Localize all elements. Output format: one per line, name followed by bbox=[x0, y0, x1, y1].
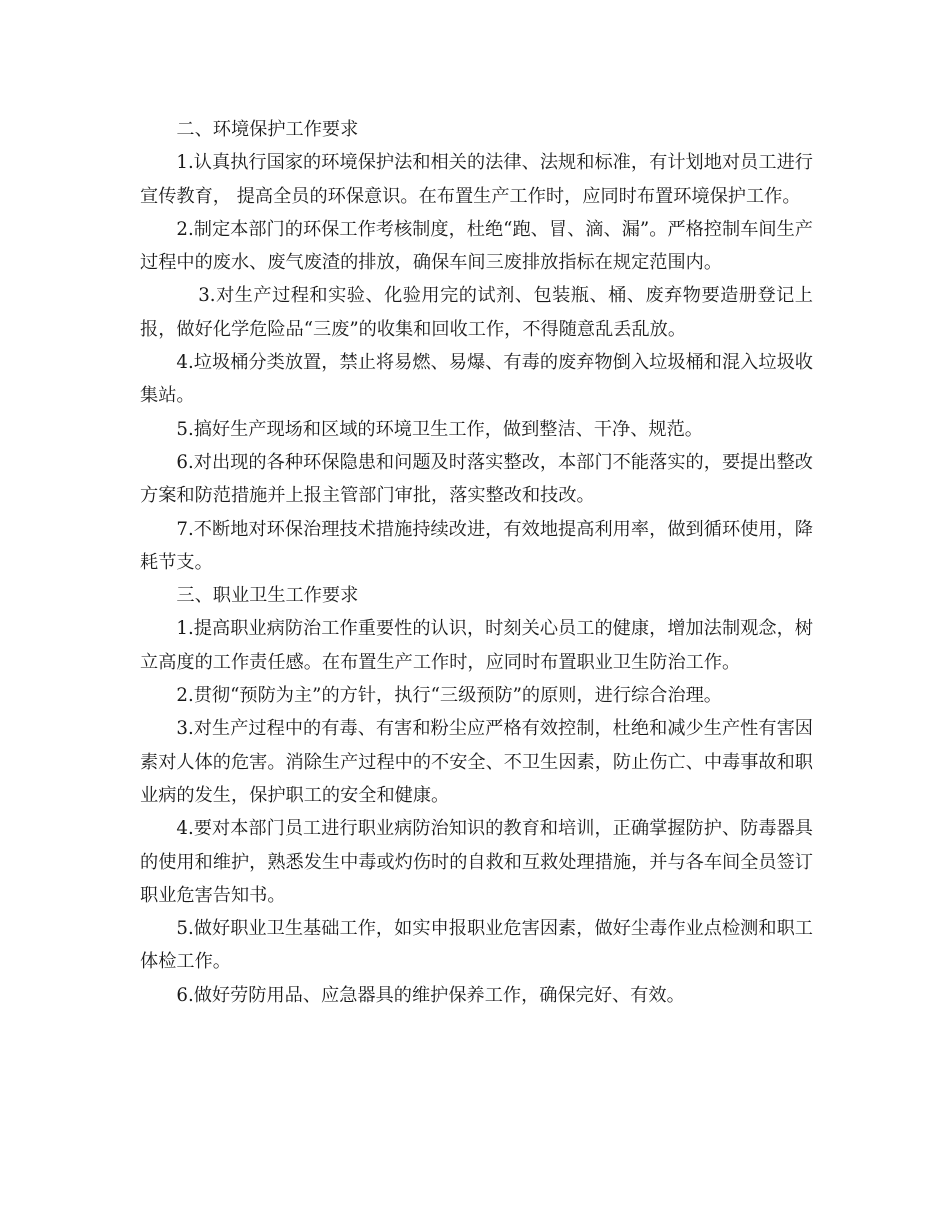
section-heading-environment: 二、环境保护工作要求 bbox=[176, 119, 359, 140]
paragraph-env-7: 7.不断地对环保治理技术措施持续改进，有效地提高利用率，做到循环使用，降耗节支。 bbox=[140, 518, 813, 573]
paragraph-occ-2: 2.贯彻“预防为主”的方针，执行“三级预防”的原则，进行综合治理。 bbox=[176, 685, 722, 707]
paragraph-env-6: 6.对出现的各种环保隐患和问题及时落实整改，本部门不能落实的，要提出整改方案和防范措施并上报主管部门审批，落实整改和技改。 bbox=[140, 451, 813, 507]
section-heading-occupational-health: 三、职业卫生工作要求 bbox=[176, 585, 359, 607]
paragraph-occ-3: 3.对生产过程中的有毒、有害和粉尘应严格有效控制，杜绝和减少生产性有害因素对人体的危害。消除生产过程中的不安全、不卫生因素，防止伤亡、中毒事故和职业病的发生，保护职工的安全和健康。 bbox=[140, 718, 813, 806]
paragraph-occ-5: 5.做好职业卫生基础工作，如实申报职业危害因素，做好尘毒作业点检测和职工体检工作。 bbox=[140, 918, 813, 973]
paragraph-env-3: 3.对生产过程和实验、化验用完的试剂、包装瓶、桶、废弃物要造册登记上报，做好化学危险品“三废”的收集和回收工作，不得随意乱丢乱放。 bbox=[140, 285, 813, 340]
paragraph-occ-4: 4.要对本部门员工进行职业病防治知识的教育和培训，正确掌握防护、防毒器具的使用和维护，熟悉发生中毒或灼伤时的自救和互救处理措施，并与各车间全员签订职业危害告知书。 bbox=[140, 818, 813, 906]
paragraph-env-2: 2.制定本部门的环保工作考核制度，杜绝“跑、冒、滴、漏”。严格控制车间生产过程中的废水、废气废渣的排放，确保车间三废排放指标在规定范围内。 bbox=[140, 218, 813, 274]
paragraph-env-1: 1.认真执行国家的环境保护法和相关的法律、法规和标准，有计划地对员工进行宣传教育， 提高全员的环保意识。在布置生产工作时，应同时布置环境保护工作。 bbox=[140, 152, 813, 207]
paragraph-occ-6: 6.做好劳防用品、应急器具的维护保养工作，确保完好、有效。 bbox=[176, 984, 685, 1006]
document-body bbox=[140, 113, 813, 1012]
paragraph-occ-1: 1.提高职业病防治工作重要性的认识，时刻关心员工的健康，增加法制观念，树立高度的工作责任感。在布置生产工作时，应同时布置职业卫生防治工作。 bbox=[140, 618, 813, 673]
paragraph-env-4: 4.垃圾桶分类放置，禁止将易燃、易爆、有毒的废弃物倒入垃圾桶和混入垃圾收集站。 bbox=[140, 352, 813, 407]
paragraph-env-5: 5.搞好生产现场和区域的环境卫生工作，做到整洁、干净、规范。 bbox=[176, 418, 703, 440]
